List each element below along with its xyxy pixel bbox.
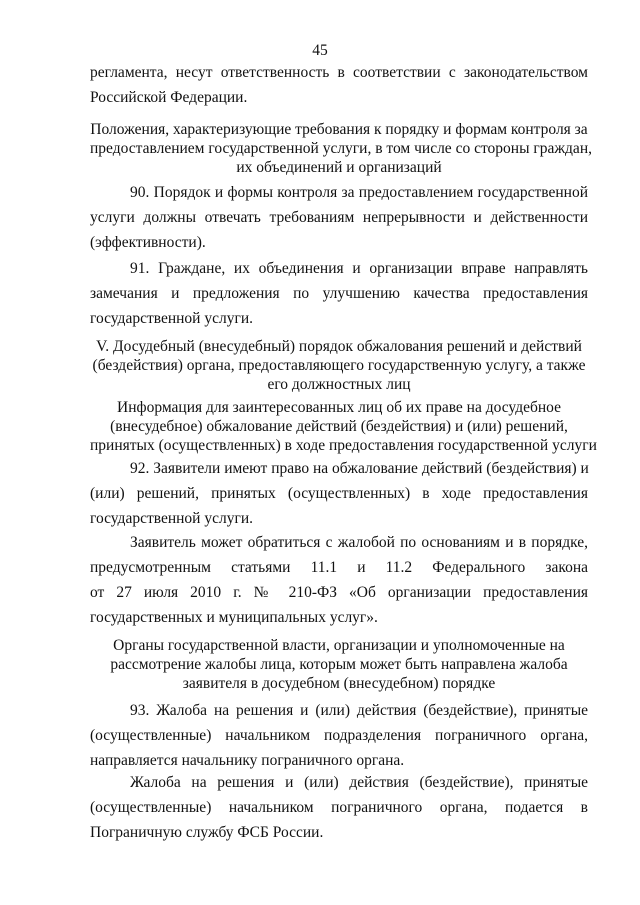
text-line: государственной услуги. (90, 310, 253, 327)
heading-control-provisions (90, 120, 592, 177)
heading-line: Положения, характеризующие требования к порядку и формам контроля за (90, 121, 588, 138)
text-line: 91. Граждане, их объединения и организации вправе направлять (130, 260, 588, 277)
heading-line: (бездействия) органа, предоставляющего государственную услугу, а также (92, 357, 586, 374)
page-number: 45 (312, 42, 328, 59)
heading-line: рассмотрение жалобы лица, которым может быть направлена жалоба (110, 656, 568, 673)
text-line: услуги должны отвечать требованиям непрерывности и действенности (90, 209, 588, 226)
heading-line: его должностных лиц (267, 376, 411, 393)
heading-line: предоставлением государственной услуги, в том числе со стороны граждан, (90, 140, 592, 157)
heading-information (90, 398, 597, 455)
text-line: 90. Порядок и формы контроля за предоставлением государственной (130, 184, 588, 201)
heading-line: Информация для заинтересованных лиц об их праве на досудебное (117, 399, 561, 416)
paragraph-93-continued (90, 770, 588, 845)
text-line: от 27 июля 2010 г. № 210-ФЗ «Об организации предоставления (90, 584, 588, 601)
text-line: (эффективности). (90, 234, 206, 251)
heading-line: принятых (осуществленных) в ходе предоставления государственной услуги (90, 437, 597, 454)
text-line: (или) решений, принятых (осуществленных) в ходе предоставления (90, 485, 588, 502)
heading-complaint-organs (90, 636, 588, 693)
text-line: (осуществленные) начальником подразделения пограничного органа, (90, 727, 588, 744)
text-line: регламента, несут ответственность в соответствии с законодательством (90, 64, 588, 81)
heading-line: их объединений и организаций (236, 159, 442, 176)
paragraph-93 (90, 698, 588, 773)
paragraph-92-continued (90, 530, 588, 630)
text-line: направляется начальнику пограничного органа. (90, 752, 405, 769)
heading-section-v (90, 337, 588, 394)
paragraph-continued (90, 60, 588, 110)
heading-line: V. Досудебный (внесудебный) порядок обжалования решений и действий (96, 338, 582, 355)
heading-line: Органы государственной власти, организации и уполномоченные на (113, 637, 565, 654)
text-line: (осуществленные) начальником пограничного органа, подается в (90, 799, 588, 816)
paragraph-91 (90, 256, 588, 331)
heading-line: (внесудебное) обжалование действий (бездействия) и (или) решений, (110, 418, 568, 435)
heading-line: заявителя в досудебном (внесудебном) порядке (182, 675, 496, 692)
text-line: предусмотренным статьями 11.1 и 11.2 Федерального закона (90, 559, 588, 576)
text-line: 92. Заявители имеют право на обжалование действий (бездействия) и (130, 460, 589, 477)
text-line: государственной услуги. (90, 510, 253, 527)
text-line: 93. Жалоба на решения и (или) действия (бездействие), принятые (130, 702, 588, 719)
text-line: Пограничную службу ФСБ России. (90, 824, 324, 841)
text-line: государственных и муниципальных услуг». (90, 609, 378, 626)
text-line: замечания и предложения по улучшению качества предоставления (90, 285, 588, 302)
paragraph-92 (90, 456, 588, 531)
text-line: Жалоба на решения и (или) действия (бездействие), принятые (130, 774, 588, 791)
paragraph-90 (90, 180, 588, 255)
text-line: Российской Федерации. (90, 89, 248, 106)
text-line: Заявитель может обратиться с жалобой по основаниям и в порядке, (130, 534, 588, 551)
